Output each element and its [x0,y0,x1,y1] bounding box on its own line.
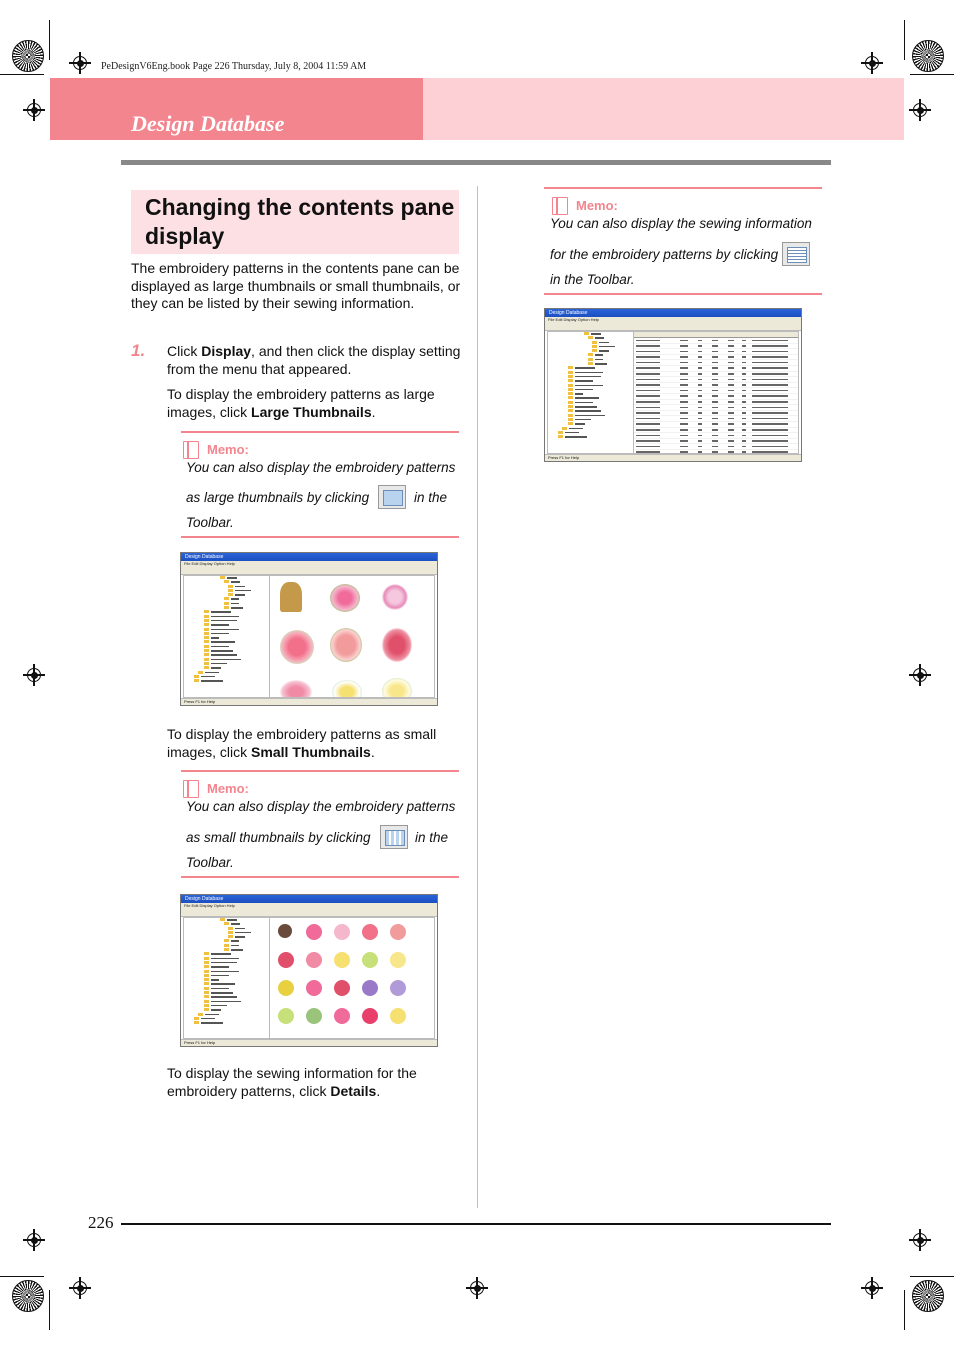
memo-text: in the Toolbar. [550,272,635,287]
crosshair-icon [466,1277,488,1299]
folder-tree [547,331,637,454]
window-title: Design Database [181,895,437,903]
crosshair-icon [909,99,931,121]
crosshair-icon [69,1277,91,1299]
memo-title: Memo: [207,781,249,797]
crosshair-icon [909,1229,931,1251]
memo-book-icon [183,441,199,459]
status-bar: Press F1 for Help [545,454,801,461]
step-1-text: Click Display, and then click the display setting from the menu that appeared. [167,343,461,377]
memo-details [544,187,822,295]
step-number: 1. [131,341,146,360]
thumbnail-pane [269,575,435,698]
crosshair-icon [69,52,91,74]
registration-star-icon [912,1280,944,1312]
column-divider [477,186,478,1208]
window-title: Design Database [545,309,801,317]
memo-text: You can also display the sewing information [550,216,812,231]
folder-tree [183,575,273,698]
large-thumbnails-screenshot [180,552,438,706]
memo-text: for the embroidery patterns by clicking [550,247,779,262]
memo-text: as small thumbnails by clicking [186,830,371,845]
memo-small [181,770,459,878]
crosshair-icon [23,1229,45,1251]
details-list [633,331,799,454]
toolbar [545,323,801,331]
details-screenshot [544,308,802,462]
crosshair-icon [23,99,45,121]
small-thumbnails-screenshot [180,894,438,1047]
window-title: Design Database [181,553,437,561]
intro-paragraph: The embroidery patterns in the contents pane can be displayed as large thumbnails or small thumbnails, or they can be listed by their sewing information. [131,260,461,311]
large-thumbnails-toolbar-icon [378,485,406,509]
crosshair-icon [909,664,931,686]
toolbar [181,909,437,917]
crop-mark [0,1276,44,1277]
toolbar [181,567,437,575]
status-bar: Press F1 for Help [181,698,437,705]
menu-bar: File Edit Display Option Help [545,317,801,323]
menu-bar: File Edit Display Option Help [181,561,437,567]
crop-mark [49,1290,50,1330]
memo-book-icon [552,197,568,215]
crop-mark [904,20,905,60]
details-instruction: To display the sewing information for the embroidery patterns, click Details. [167,1065,417,1099]
section-title: Design Database [131,111,285,136]
book-header: PeDesignV6Eng.book Page 226 Thursday, July 8, 2004 11:59 AM [101,61,367,72]
crosshair-icon [861,1277,883,1299]
crop-mark [49,20,50,60]
status-bar: Press F1 for Help [181,1039,437,1046]
memo-large [181,431,459,538]
crop-mark [910,74,954,75]
crosshair-icon [23,664,45,686]
top-rule [121,160,831,165]
memo-title: Memo: [207,442,249,458]
memo-text: You can also display the embroidery patterns [186,460,456,475]
registration-star-icon [12,1280,44,1312]
memo-text: in the [415,830,449,845]
crosshair-icon [861,52,883,74]
memo-text: You can also display the embroidery patterns [186,799,456,814]
menu-bar: File Edit Display Option Help [181,903,437,909]
crop-mark [0,74,44,75]
memo-title: Memo: [576,198,618,214]
crop-mark [910,1276,954,1277]
thumbnail-pane [269,917,435,1039]
memo-text: Toolbar. [186,855,234,870]
registration-star-icon [912,40,944,72]
small-thumbnails-instruction: To display the embroidery patterns as small images, click Small Thumbnails. [167,726,437,760]
page-number: 226 [88,1213,114,1232]
folder-tree [183,917,273,1039]
footer-rule [121,1223,831,1225]
memo-text: Toolbar. [186,515,234,530]
large-thumbnails-instruction: To display the embroidery patterns as large images, click Large Thumbnails. [167,386,435,420]
page-heading: Changing the contents pane display [145,194,455,249]
memo-book-icon [183,780,199,798]
small-thumbnails-toolbar-icon [380,825,408,849]
section-band-light [423,78,904,140]
crop-mark [904,1290,905,1330]
memo-text: in the [414,490,448,505]
registration-star-icon [12,40,44,72]
details-toolbar-icon [782,242,810,266]
memo-text: as large thumbnails by clicking [186,490,370,505]
